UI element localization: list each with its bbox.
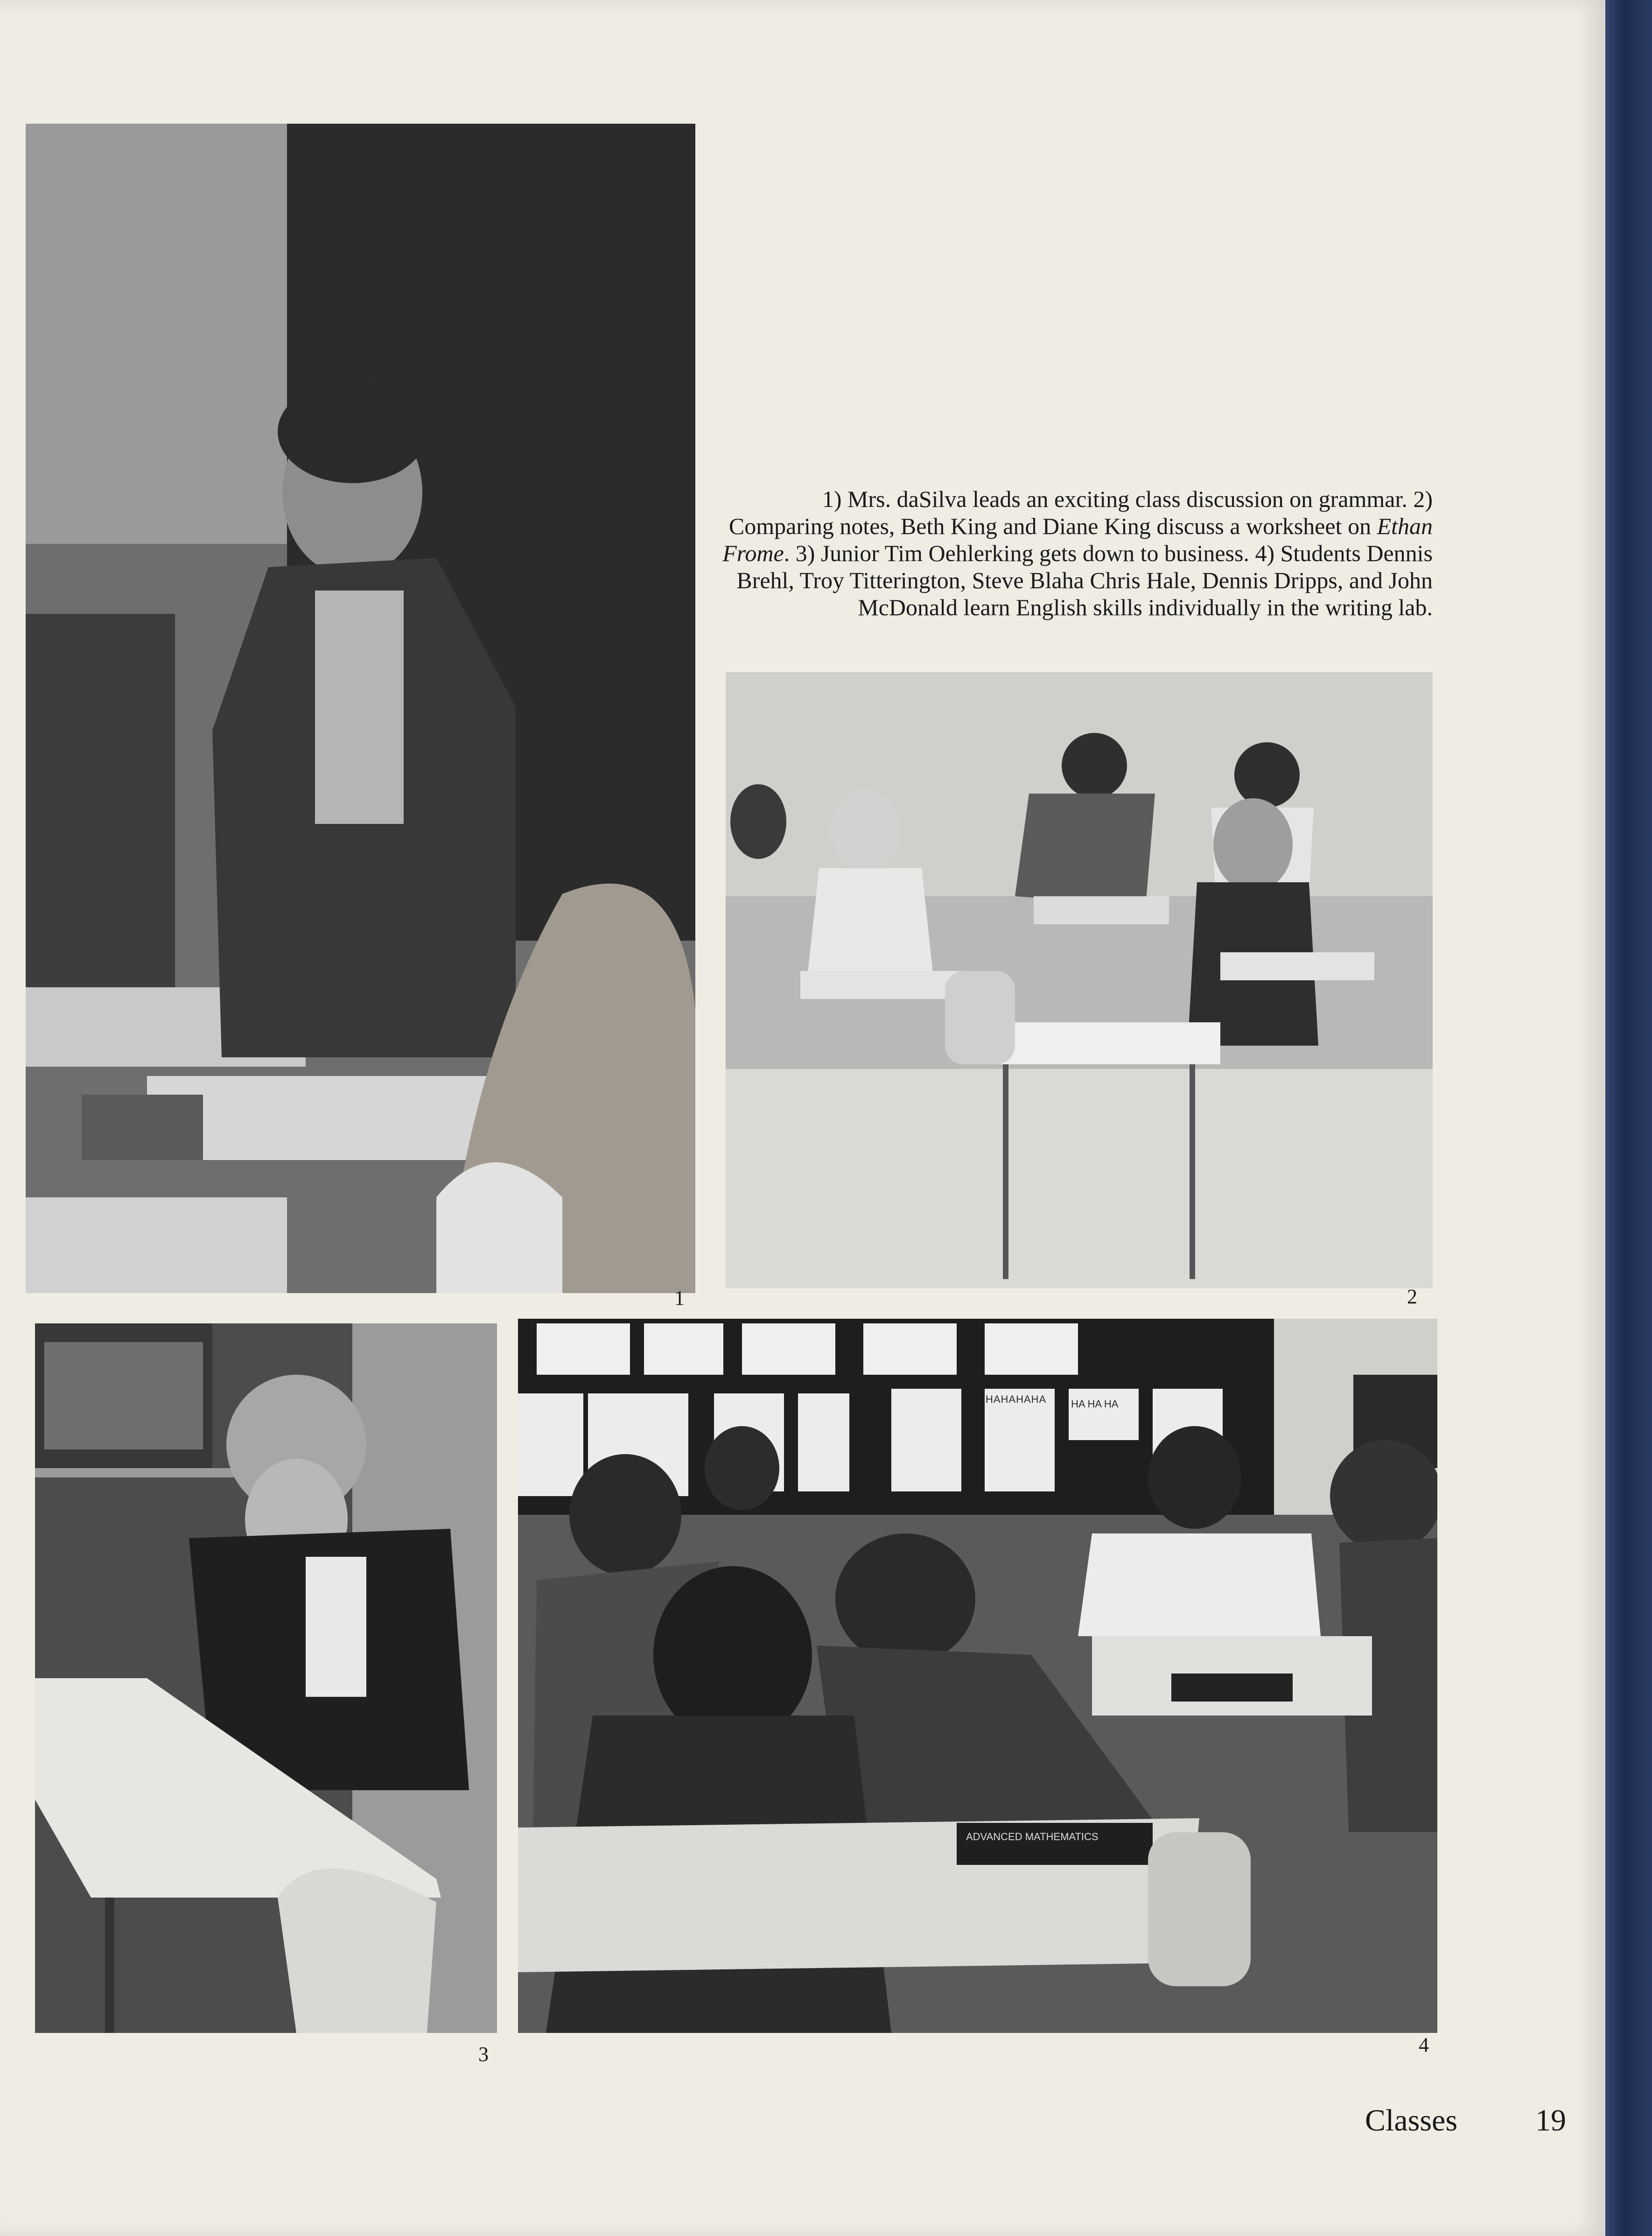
- photo-2-classroom: [726, 672, 1433, 1288]
- photo-caption: [719, 485, 1433, 621]
- poster-laugh-label: HAHAHAHA: [986, 1393, 1047, 1405]
- photo-2-number: 2: [1407, 1285, 1417, 1308]
- caption-text-part1: 1) Mrs. daSilva leads an exciting class discussion on grammar. 2) Comparing notes, Beth King and Diane King discuss a worksheet on: [728, 486, 1433, 539]
- photo-4-writing-lab: [518, 1319, 1437, 2033]
- page-number: 19: [1535, 2103, 1566, 2138]
- section-title: Classes: [1365, 2103, 1457, 2138]
- caption-book-title: Ethan Frome: [722, 513, 1433, 566]
- photo-4-number: 4: [1419, 2033, 1429, 2056]
- caption-text-part2: . 3) Junior Tim Oehlerking gets down to business. 4) Students Dennis Brehl, Troy Titterington, Steve Blaha Chris Hale, Dennis Dripps, and John McDonald learn English skills individually in the writing lab.: [736, 540, 1433, 620]
- poster-ha-label: HA HA HA: [1071, 1398, 1119, 1410]
- book-cover-label: ADVANCED MATHEMATICS: [966, 1831, 1099, 1842]
- photo-3-number: 3: [478, 2043, 489, 2066]
- photo-3-student-writing: [35, 1323, 497, 2033]
- photo-1-number: 1: [674, 1287, 685, 1309]
- book-spine-edge: [1605, 0, 1652, 2236]
- photo-1-teacher: [26, 124, 695, 1293]
